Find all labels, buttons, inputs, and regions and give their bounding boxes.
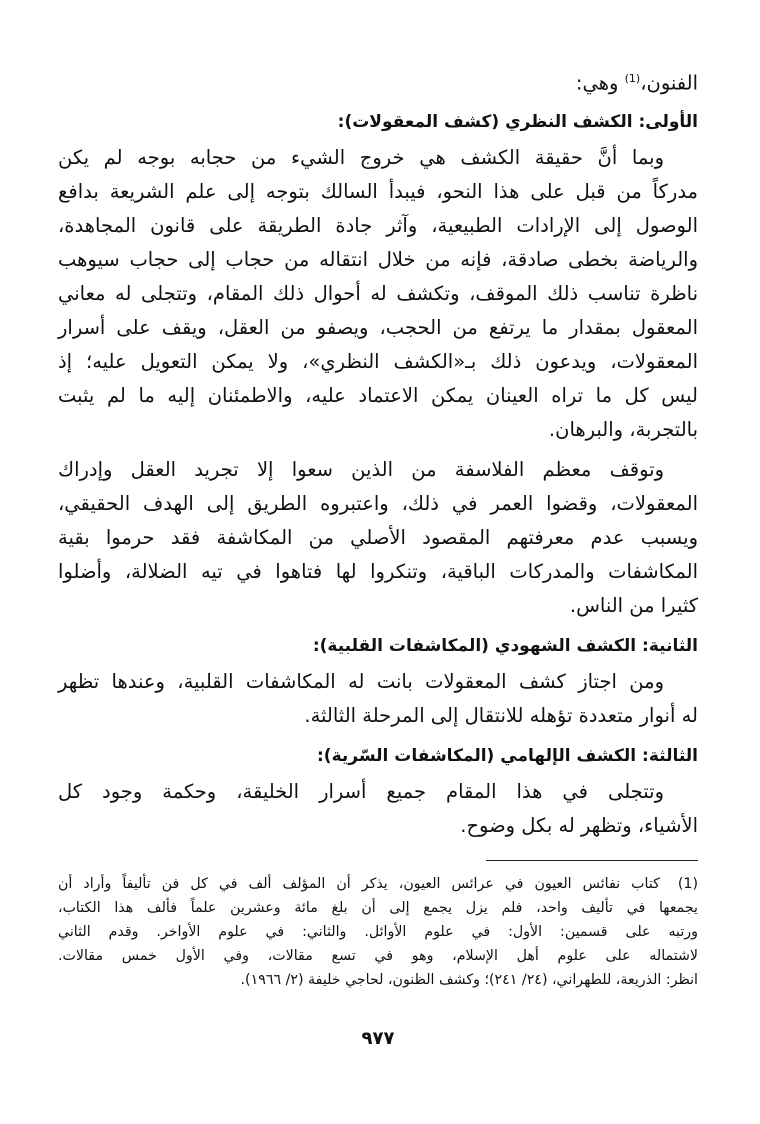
intro-continuation: وهي:	[575, 71, 625, 95]
paragraph-line: المكاشفات والمدركات الباقية، وتنكروا لها فتاهوا في تيه الضلالة، وأضلوا	[58, 559, 698, 583]
paragraph-line: الأشياء، وتظهر له بكل وضوح.	[460, 813, 698, 837]
paragraph-line: المعقولات، وقضوا العمر في ذلك، واعتبروه الطريق إلى الهدف الحقيقي،	[58, 491, 698, 515]
section-heading-rational-unveiling: الأولى: الكشف النظري (كشف المعقولات):	[337, 111, 698, 132]
paragraph-line: مدركاً من قبل على هذا النحو، فيبدأ السالك بتوجه إلى علم الشريعة بدافع	[58, 179, 698, 203]
paragraph-witnessing-unveiling	[58, 665, 698, 733]
paragraph-line: ومن اجتاز كشف المعقولات بانت له المكاشفات القلبية، وعندها تظهر	[58, 669, 664, 693]
paragraph-line: ناظرة تناسب ذلك الموقف، وتكشف له أحوال ذلك المقام، وتتجلى له معاني	[58, 281, 698, 305]
footnotes	[58, 872, 698, 992]
paragraph-line: له أنوار متعددة تؤهله للانتقال إلى المرحلة الثالثة.	[304, 703, 698, 727]
paragraph-line: الوصول إلى الإرادات الطبيعية، وآثر جادة الطريقة على قانون المجاهدة،	[58, 213, 698, 237]
paragraph-line: بالتجربة، والبرهان.	[548, 417, 698, 441]
footnote-line: ورتبه على قسمين: الأول: في علوم الأوائل. والثاني: في علوم الأواخر. وقدم الثاني	[58, 924, 698, 940]
paragraph-line: ويسبب عدم معرفتهم المقصود الأصلي من المكاشفة فقد حرموا بقية	[58, 525, 698, 549]
footnote-marker: (1)	[677, 876, 698, 892]
footnote-line: يجمعها في تأليف واحد، فلم يزل يجمع إلى أن بلغ مائة وعشرين علماً فألف هذا الكتاب،	[58, 900, 698, 916]
footnote-line: انظر: الذريعة، للطهراني، (٢٤/ ٢٤١)؛ وكشف الظنون، لحاجي خليفة (٢/ ١٩٦٦).	[240, 972, 698, 988]
paragraph-line: المعقول بمقدار ما يرتفع من الحجب، ويصفو من العقل، ويقف على أسرار	[58, 315, 698, 339]
footnote-reference[interactable]: (1)	[624, 72, 641, 85]
intro-text: الفنون،	[640, 71, 698, 95]
footnote-line	[58, 872, 698, 896]
footnote-line: لاشتماله على علوم أهل الإسلام، وهو في تسع مقالات، وفي الأول خمس مقالات.	[58, 948, 698, 964]
footnote-divider	[486, 860, 698, 861]
paragraph-line: المعقولات، ويدعون ذلك بـ«الكشف النظري»، ولا يمكن التعويل عليه؛ إذ	[58, 349, 698, 373]
book-page	[58, 62, 698, 1072]
paragraph-line: وبما أنَّ حقيقة الكشف هي خروج الشيء من حجابه بوجه لم يكن	[58, 145, 664, 169]
paragraph-rational-unveiling	[58, 141, 698, 447]
intro-line	[58, 62, 698, 101]
paragraph-line: وتوقف معظم الفلاسفة من الذين سعوا إلا تجريد العقل وإدراك	[58, 457, 664, 481]
section-heading-inspirational-unveiling: الثالثة: الكشف الإلهامي (المكاشفات السّرية):	[317, 745, 698, 766]
paragraph-philosophers	[58, 453, 698, 623]
paragraph-line: وتتجلى في هذا المقام جميع أسرار الخليقة، وحكمة وجود كل	[58, 779, 664, 803]
paragraph-inspirational-unveiling	[58, 775, 698, 843]
paragraph-line: كثيرا من الناس.	[569, 593, 698, 617]
paragraph-line: والرياضة بخطى صادقة، فإنه من خلال انتقاله من حجاب إلى حجاب سيوهب	[58, 247, 698, 271]
page-number: ٩٧٧	[361, 1028, 395, 1049]
footnote-text: كتاب نفائس العيون في عرائس العيون، يذكر أن المؤلف ألف في كل فن تأليفاً وأراد أن	[58, 876, 660, 892]
section-heading-witnessing-unveiling: الثانية: الكشف الشهودي (المكاشفات القلبية):	[312, 635, 698, 656]
paragraph-line: ليس كل ما تراه العينان يمكن الاعتماد عليه، والاطمئنان إليه ما لم يثبت	[58, 383, 698, 407]
